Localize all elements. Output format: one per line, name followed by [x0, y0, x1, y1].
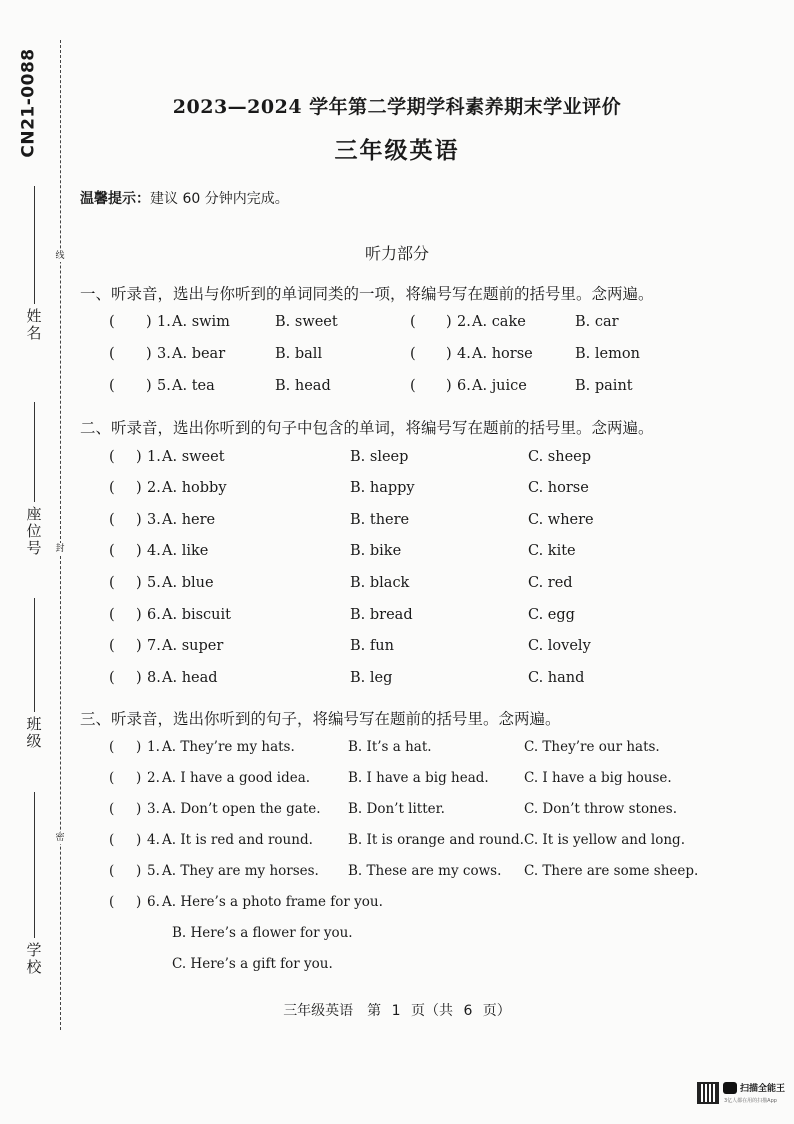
q-number: 8. — [147, 670, 161, 686]
option-b: B. Don’t litter. — [348, 801, 445, 817]
option-b: B. It’s a hat. — [348, 739, 432, 755]
option-c: C. horse — [528, 480, 589, 496]
option-c: C. It is yellow and long. — [524, 832, 685, 848]
option-c: C. red — [528, 575, 573, 591]
option-a: A. horse — [472, 346, 533, 362]
answer-paren-open: ( — [109, 770, 115, 786]
option-b: B. It is orange and round. — [348, 832, 524, 848]
option-b: B. leg — [350, 670, 393, 686]
s2-question-row — [0, 543, 794, 563]
s3-question-row — [0, 739, 794, 759]
q-number: 2. — [147, 480, 161, 496]
option-a: A. I have a good idea. — [162, 770, 311, 786]
q-number: 6. — [147, 894, 160, 910]
option-a: A. They are my horses. — [162, 863, 319, 879]
answer-paren-close: ) — [136, 449, 142, 465]
s2-question-row — [0, 480, 794, 500]
answer-paren-open: ( — [109, 607, 115, 623]
paper-code: CN21-0088 — [19, 48, 40, 158]
s1-question-row — [0, 378, 794, 398]
watermark-sub: 3亿人都在用的扫描App — [724, 1098, 777, 1104]
option-b: B. sweet — [275, 314, 338, 330]
answer-paren-open: ( — [410, 378, 416, 394]
s3-question-row — [0, 894, 794, 914]
option-c: C. lovely — [528, 638, 591, 654]
s3-option-row — [0, 956, 794, 976]
q-number: 2. — [147, 770, 160, 786]
page-footer: 三年级英语 第 1 页（共 6 页） — [283, 1003, 511, 1019]
exam-title: 2023—2024 学年第二学期学科素养期末学业评价 — [172, 96, 622, 118]
option-c: C. kite — [528, 543, 576, 559]
q-number: 1. — [157, 314, 171, 330]
option-b: B. lemon — [575, 346, 640, 362]
tip-label: 温馨提示： — [80, 191, 150, 207]
cut-mark-seal: 封 — [55, 544, 65, 554]
answer-paren-close: ) — [136, 894, 142, 910]
option-a: A. head — [162, 670, 218, 686]
answer-paren-close: ) — [146, 378, 152, 394]
option-c: C. hand — [528, 670, 585, 686]
option-c: C. They’re our hats. — [524, 739, 660, 755]
option-a: A. hobby — [162, 480, 227, 496]
s2-question-row — [0, 449, 794, 469]
q-number: 5. — [157, 378, 171, 394]
answer-paren-open: ( — [109, 378, 115, 394]
q-number: 3. — [157, 346, 171, 362]
option-a: A. swim — [172, 314, 230, 330]
option-a: A. cake — [472, 314, 526, 330]
answer-paren-open: ( — [109, 739, 115, 755]
answer-paren-open: ( — [109, 863, 115, 879]
answer-paren-open: ( — [109, 638, 115, 654]
option-c: C. I have a big house. — [524, 770, 672, 786]
exam-subject: 三年级英语 — [334, 137, 460, 164]
option-a: A. They’re my hats. — [162, 739, 295, 755]
option-b: B. Here’s a flower for you. — [172, 925, 353, 941]
answer-paren-open: ( — [109, 480, 115, 496]
s3-question-row — [0, 832, 794, 852]
answer-paren-open: ( — [410, 346, 416, 362]
answer-paren-close: ) — [136, 638, 142, 654]
answer-paren-open: ( — [109, 512, 115, 528]
option-a: A. biscuit — [162, 607, 231, 623]
option-b: B. black — [350, 575, 410, 591]
q-number: 6. — [147, 607, 161, 623]
answer-paren-close: ) — [136, 770, 142, 786]
option-c: C. Here’s a gift for you. — [172, 956, 333, 972]
answer-paren-close: ) — [446, 346, 452, 362]
option-c: C. Don’t throw stones. — [524, 801, 678, 817]
option-c: C. where — [528, 512, 594, 528]
q-number: 4. — [147, 543, 161, 559]
option-c: C. There are some sheep. — [524, 863, 699, 879]
option-a: A. like — [162, 543, 209, 559]
cut-mark-secret: 密 — [55, 833, 65, 843]
answer-paren-open: ( — [109, 894, 115, 910]
option-b: B. fun — [350, 638, 394, 654]
answer-paren-close: ) — [136, 801, 142, 817]
option-b: B. I have a big head. — [348, 770, 489, 786]
answer-paren-close: ) — [136, 863, 142, 879]
answer-paren-close: ) — [136, 739, 142, 755]
answer-paren-open: ( — [109, 346, 115, 362]
answer-paren-close: ) — [136, 480, 142, 496]
qr-code-icon — [697, 1082, 719, 1104]
field-school-label: 学校 — [24, 942, 43, 976]
s2-question-row — [0, 670, 794, 690]
option-b: B. paint — [575, 378, 633, 394]
part-title-listening: 听力部分 — [364, 244, 429, 263]
s3-question-row — [0, 863, 794, 883]
option-a: A. super — [162, 638, 224, 654]
answer-paren-close: ) — [146, 314, 152, 330]
section3-title: 三、听录音，选出你听到的句子，将编号写在题前的括号里。念两遍。 — [80, 710, 561, 728]
section1-title: 一、听录音，选出与你听到的单词同类的一项，将编号写在题前的括号里。念两遍。 — [80, 285, 654, 303]
option-b: B. ball — [275, 346, 323, 362]
q-number: 7. — [147, 638, 161, 654]
answer-paren-open: ( — [109, 670, 115, 686]
answer-paren-close: ) — [446, 314, 452, 330]
answer-paren-close: ) — [136, 670, 142, 686]
answer-paren-open: ( — [109, 575, 115, 591]
q-number: 1. — [147, 449, 161, 465]
field-class-label: 班级 — [24, 716, 43, 750]
q-number: 1. — [147, 739, 160, 755]
s2-question-row — [0, 512, 794, 532]
s2-question-row — [0, 638, 794, 658]
scanner-logo-icon — [723, 1082, 737, 1094]
q-number: 2. — [457, 314, 471, 330]
q-number: 6. — [457, 378, 471, 394]
field-seat-label: 座位号 — [24, 506, 43, 557]
option-a: A. sweet — [162, 449, 225, 465]
answer-paren-open: ( — [109, 801, 115, 817]
option-a: A. It is red and round. — [162, 832, 313, 848]
option-a: A. bear — [172, 346, 226, 362]
s3-question-row — [0, 801, 794, 821]
answer-paren-close: ) — [136, 512, 142, 528]
s1-question-row — [0, 314, 794, 334]
watermark-name: 扫描全能王 — [740, 1084, 786, 1094]
s3-option-row — [0, 925, 794, 945]
option-b: B. sleep — [350, 449, 409, 465]
option-a: A. blue — [162, 575, 214, 591]
q-number: 3. — [147, 801, 160, 817]
answer-paren-open: ( — [109, 314, 115, 330]
option-c: C. egg — [528, 607, 575, 623]
answer-paren-close: ) — [136, 607, 142, 623]
q-number: 4. — [457, 346, 471, 362]
answer-paren-open: ( — [109, 832, 115, 848]
option-b: B. there — [350, 512, 410, 528]
s2-question-row — [0, 575, 794, 595]
s3-question-row — [0, 770, 794, 790]
option-a: A. juice — [472, 378, 527, 394]
tip-text: 建议 60 分钟内完成。 — [150, 191, 289, 207]
option-b: B. happy — [350, 480, 415, 496]
q-number: 5. — [147, 863, 160, 879]
tip — [80, 188, 289, 208]
option-a: A. Here’s a photo frame for you. — [162, 894, 383, 910]
option-a: A. here — [162, 512, 216, 528]
answer-paren-close: ) — [136, 543, 142, 559]
cut-mark-line: 线 — [55, 251, 65, 261]
q-number: 3. — [147, 512, 161, 528]
q-number: 4. — [147, 832, 160, 848]
answer-paren-close: ) — [136, 832, 142, 848]
section2-title: 二、听录音，选出你听到的句子中包含的单词，将编号写在题前的括号里。念两遍。 — [80, 419, 654, 437]
option-b: B. bike — [350, 543, 402, 559]
option-b: B. car — [575, 314, 619, 330]
option-b: B. head — [275, 378, 331, 394]
answer-paren-open: ( — [410, 314, 416, 330]
option-a: A. tea — [172, 378, 215, 394]
answer-paren-close: ) — [446, 378, 452, 394]
option-c: C. sheep — [528, 449, 592, 465]
field-name-label: 姓名 — [24, 308, 43, 342]
q-number: 5. — [147, 575, 161, 591]
option-b: B. These are my cows. — [348, 863, 502, 879]
answer-paren-close: ) — [136, 575, 142, 591]
answer-paren-close: ) — [146, 346, 152, 362]
option-b: B. bread — [350, 607, 413, 623]
answer-paren-open: ( — [109, 543, 115, 559]
s2-question-row — [0, 607, 794, 627]
option-a: A. Don’t open the gate. — [162, 801, 321, 817]
s1-question-row — [0, 346, 794, 366]
answer-paren-open: ( — [109, 449, 115, 465]
